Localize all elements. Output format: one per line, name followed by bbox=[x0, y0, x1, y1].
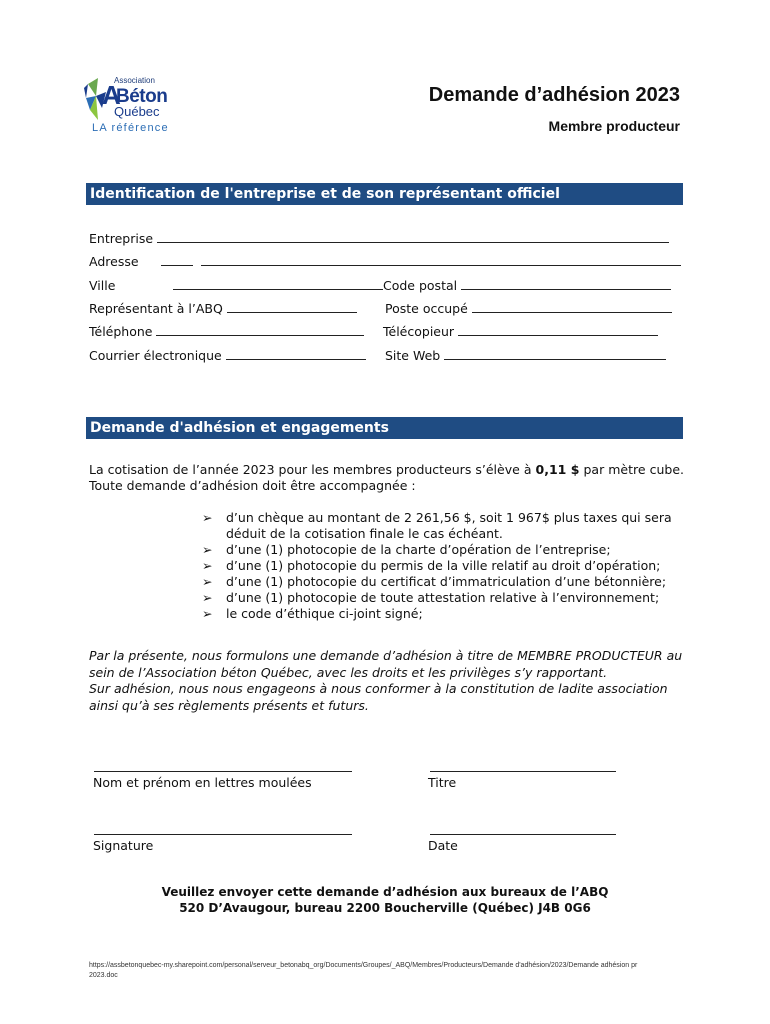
logo-tagline: LA référence bbox=[92, 122, 169, 134]
telephone-input-line[interactable] bbox=[156, 324, 364, 336]
field-code-postal[interactable] bbox=[383, 278, 671, 293]
list-item-text: d’une (1) photocopie du permis de la ville relatif au droit d’opération; bbox=[226, 558, 661, 573]
field-telecopieur[interactable] bbox=[383, 324, 658, 339]
page-title: Demande d’adhésion 2023 bbox=[428, 84, 680, 106]
field-representant[interactable] bbox=[89, 301, 357, 316]
date-signature-line[interactable] bbox=[430, 834, 616, 835]
list-item-text: le code d’éthique ci-joint signé; bbox=[226, 606, 423, 621]
arrow-bullet-icon: ➢ bbox=[202, 558, 213, 573]
ville-input-line[interactable] bbox=[173, 278, 383, 290]
list-item bbox=[202, 558, 684, 574]
cotisation-paragraph bbox=[89, 462, 684, 494]
list-item bbox=[202, 542, 684, 558]
section-header-engagements: Demande d'adhésion et engagements bbox=[86, 417, 683, 439]
list-item-text: d’une (1) photocopie du certificat d’immatriculation d’une bétonnière; bbox=[226, 574, 667, 589]
field-adresse[interactable] bbox=[89, 254, 681, 269]
arrow-bullet-icon: ➢ bbox=[202, 606, 213, 621]
field-telephone[interactable] bbox=[89, 324, 364, 339]
requirements-list bbox=[202, 510, 684, 622]
footer-line-1: Veuillez envoyer cette demande d’adhésion aux bureaux de l’ABQ bbox=[161, 885, 609, 899]
date-label: Date bbox=[428, 838, 458, 853]
field-label: Poste occupé bbox=[385, 301, 468, 316]
list-item bbox=[202, 590, 684, 606]
field-ville[interactable] bbox=[89, 278, 383, 293]
adresse-number-line[interactable] bbox=[161, 254, 193, 266]
list-item-text: d’une (1) photocopie de la charte d’opération de l’entreprise; bbox=[226, 542, 611, 557]
site-web-input-line[interactable] bbox=[444, 348, 666, 360]
arrow-bullet-icon: ➢ bbox=[202, 574, 213, 589]
field-label: Ville bbox=[89, 278, 116, 293]
document-path: https://assbetonquebec-my.sharepoint.com/personal/serveur_betonabq_org/Documents/Groupes/_ABQ/Membres/Producteurs/Demande d'adhésion/2023/Demande adhésion pr 2023.doc bbox=[89, 962, 638, 979]
field-site-web[interactable] bbox=[385, 348, 666, 363]
list-item-text: d’un chèque au montant de 2 261,56 $, soit 1 967$ plus taxes qui sera déduit de la cotisation finale le cas échéant. bbox=[226, 510, 672, 541]
field-label: Représentant à l’ABQ bbox=[89, 301, 223, 316]
field-label: Courrier électronique bbox=[89, 348, 222, 363]
telecopieur-input-line[interactable] bbox=[458, 324, 658, 336]
list-item bbox=[202, 574, 684, 590]
field-label: Télécopieur bbox=[383, 324, 455, 339]
nom-label: Nom et prénom en lettres moulées bbox=[93, 775, 312, 790]
logo-association-text: Association bbox=[114, 76, 155, 85]
field-label: Entreprise bbox=[89, 231, 154, 246]
nom-signature-line[interactable] bbox=[94, 771, 352, 772]
list-item bbox=[202, 510, 684, 542]
adresse-street-line[interactable] bbox=[201, 254, 681, 266]
list-item-text: d’une (1) photocopie de toute attestation relative à l’environnement; bbox=[226, 590, 660, 605]
arrow-bullet-icon: ➢ bbox=[202, 510, 213, 525]
engagement-paragraph bbox=[89, 648, 684, 714]
field-label: Adresse bbox=[89, 254, 139, 269]
poste-input-line[interactable] bbox=[472, 301, 672, 313]
field-poste[interactable] bbox=[385, 301, 672, 316]
arrow-bullet-icon: ➢ bbox=[202, 542, 213, 557]
field-courriel[interactable] bbox=[89, 348, 366, 363]
field-label: Code postal bbox=[383, 278, 458, 293]
abq-logo bbox=[84, 74, 194, 136]
page-subtitle: Membre producteur bbox=[548, 118, 680, 134]
titre-label: Titre bbox=[428, 775, 457, 790]
courriel-input-line[interactable] bbox=[226, 348, 366, 360]
field-entreprise[interactable] bbox=[89, 231, 669, 246]
code-postal-input-line[interactable] bbox=[461, 278, 671, 290]
representant-input-line[interactable] bbox=[227, 301, 357, 313]
logo-quebec-text: Québec bbox=[114, 104, 160, 119]
list-item bbox=[202, 606, 684, 622]
titre-signature-line[interactable] bbox=[430, 771, 616, 772]
engagement-text-2: Sur adhésion, nous nous engageons à nous conformer à la constitution de ladite association ainsi qu’à ses règlements présents et futurs. bbox=[89, 681, 668, 713]
field-label: Site Web bbox=[385, 348, 441, 363]
footer-address: 520 D’Avaugour, bureau 2200 Boucherville (Québec) J4B 0G6 bbox=[179, 901, 591, 915]
logo-letter-a: A bbox=[102, 80, 121, 110]
signature-line[interactable] bbox=[94, 834, 352, 835]
section-header-identification: Identification de l'entreprise et de son représentant officiel bbox=[86, 183, 683, 205]
cotisation-text-after: par mètre cube. Toute demande d’adhésion doit être accompagnée : bbox=[89, 462, 685, 493]
arrow-bullet-icon: ➢ bbox=[202, 590, 213, 605]
field-label: Téléphone bbox=[89, 324, 153, 339]
engagement-text-1: Par la présente, nous formulons une demande d’adhésion à titre de MEMBRE PRODUCTEUR au sein de l’Association béton Québec, avec les droits et les privilèges s’y rapportant. bbox=[89, 648, 683, 680]
signature-label: Signature bbox=[93, 838, 154, 853]
cotisation-amount: 0,11 $ bbox=[535, 462, 580, 477]
footer-instructions bbox=[85, 884, 685, 916]
logo-beton-text: Béton bbox=[116, 86, 168, 107]
entreprise-input-line[interactable] bbox=[157, 231, 669, 243]
cotisation-text-before: La cotisation de l’année 2023 pour les membres producteurs s’élève à bbox=[89, 462, 536, 477]
